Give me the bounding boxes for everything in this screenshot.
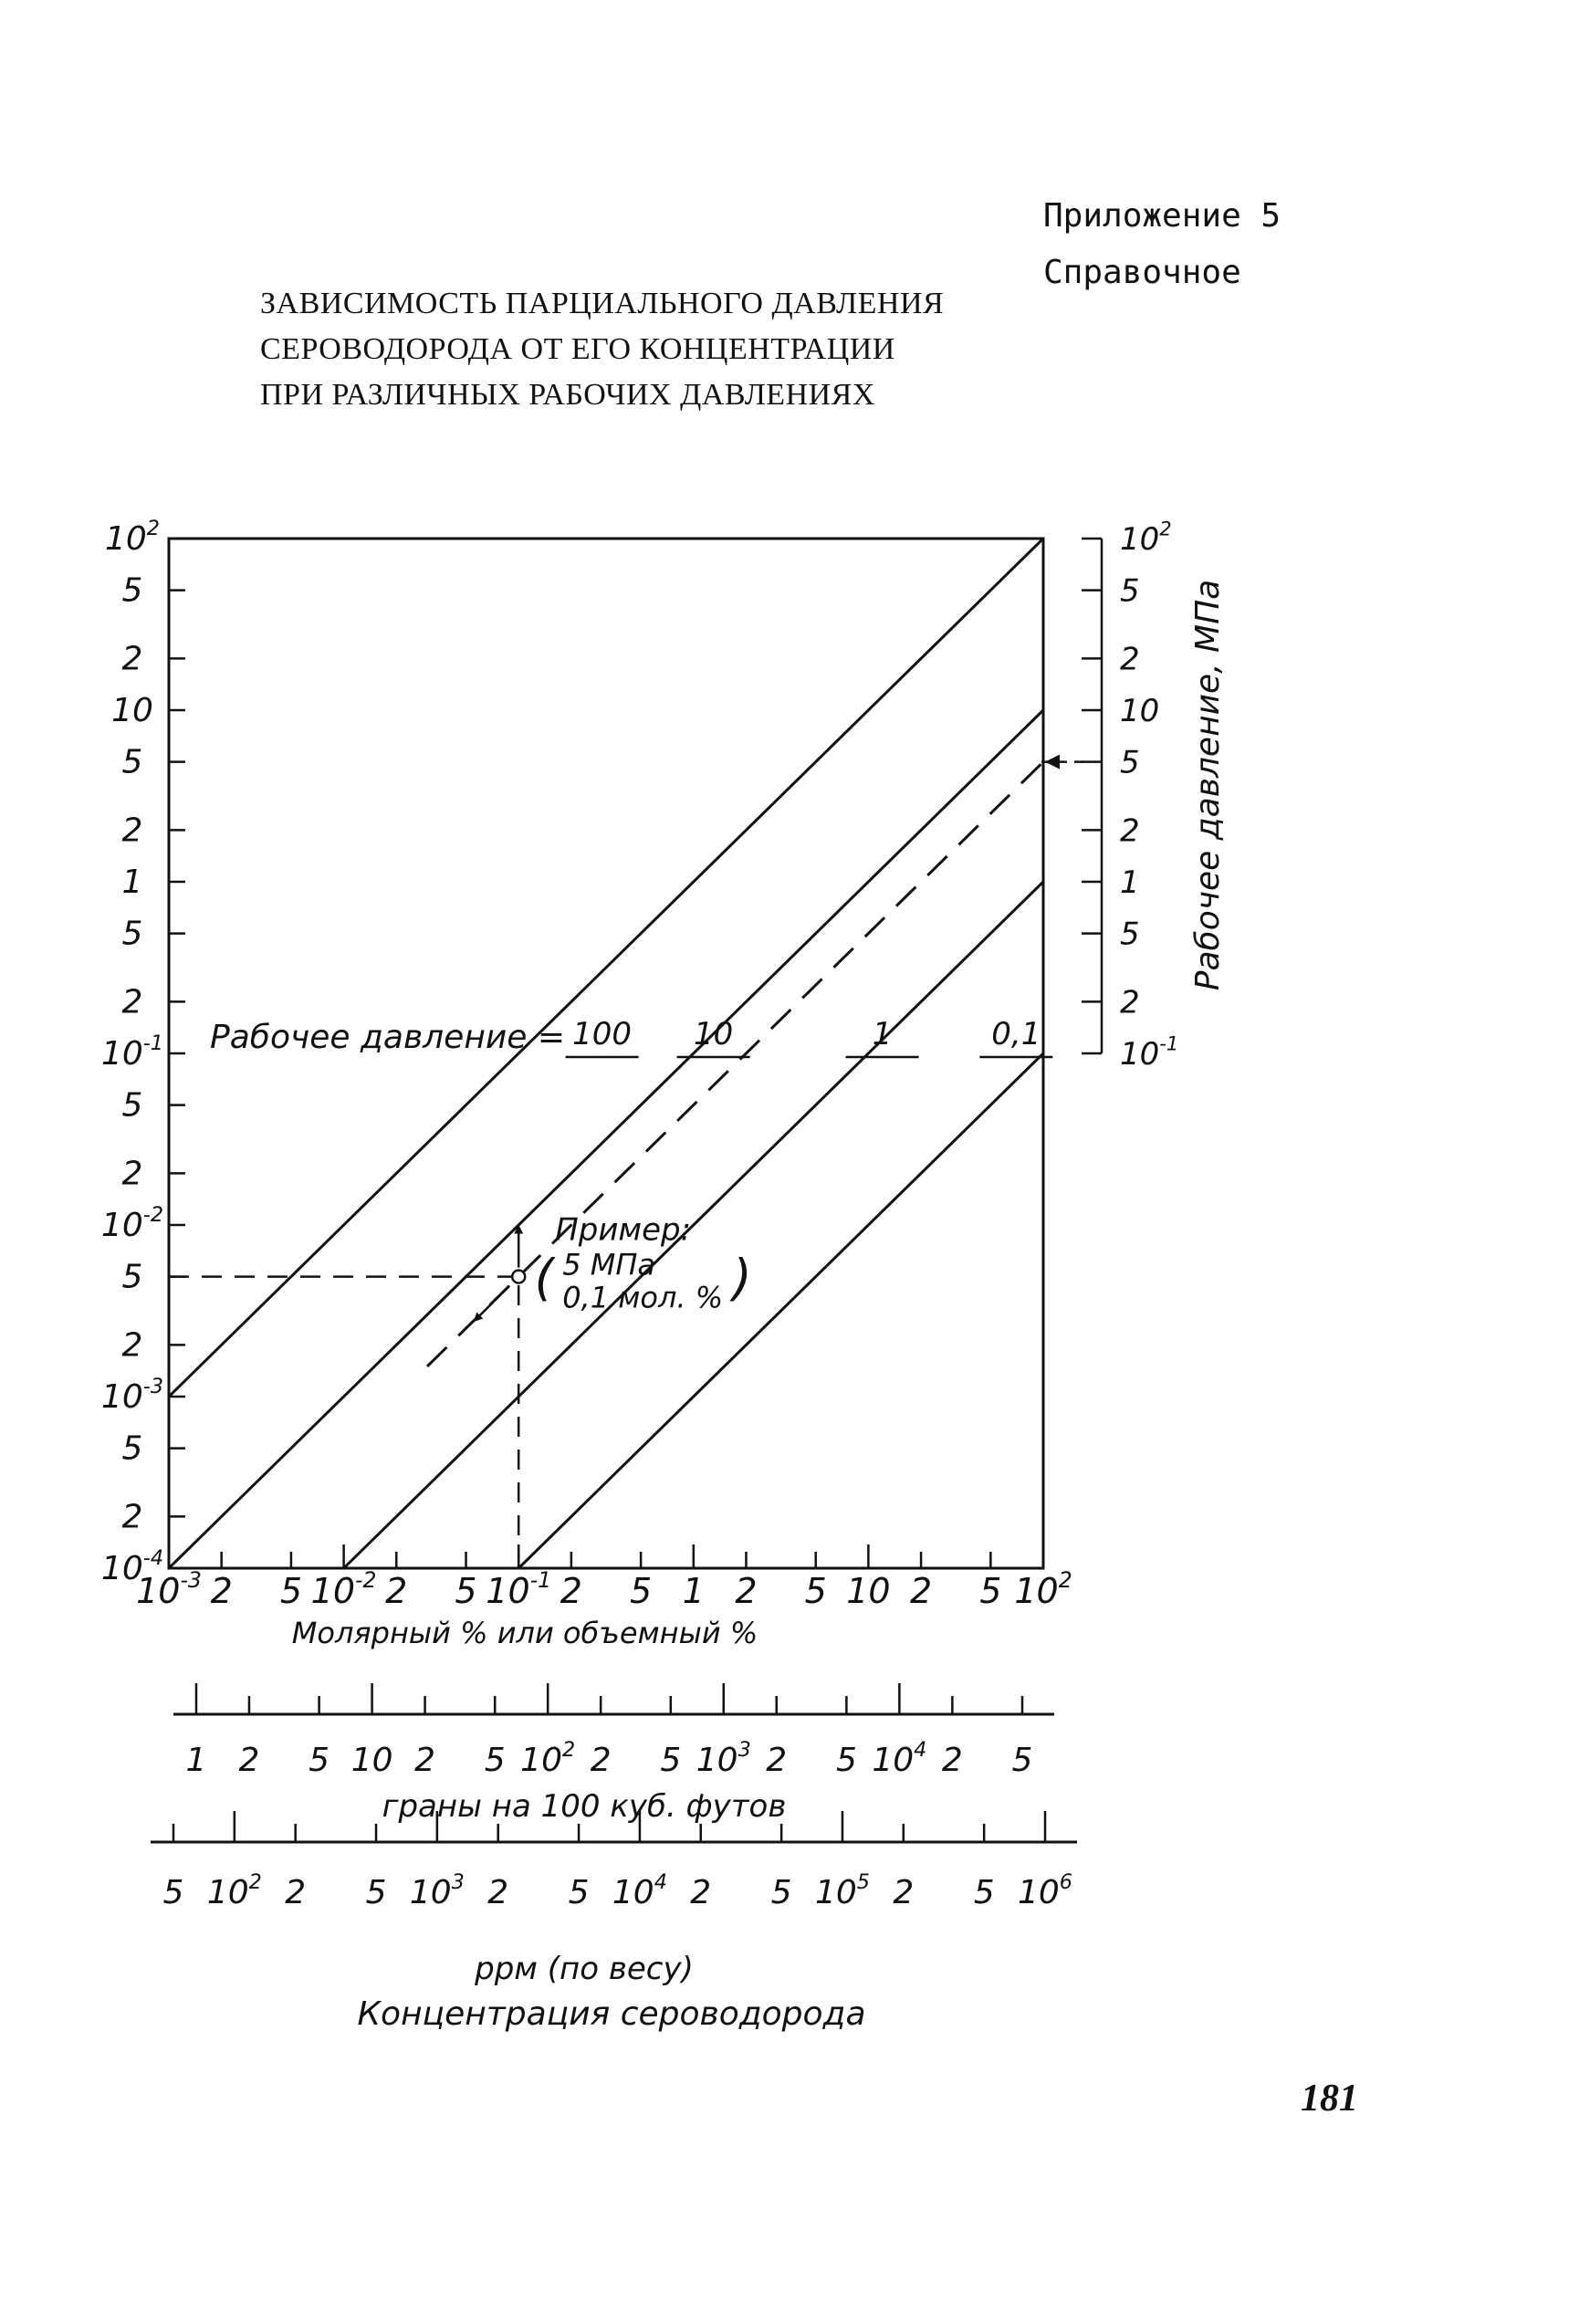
x-tick-label: 5 xyxy=(630,1571,653,1611)
right-axis-tick-label: 5 xyxy=(1120,916,1140,953)
example-right-arrowhead xyxy=(1045,755,1060,769)
x-tick-label: 5 xyxy=(979,1571,1002,1611)
secondary-axis-tick-label: 10 xyxy=(350,1742,393,1779)
secondary-axis-tick-label: $10^3$ xyxy=(696,1737,751,1779)
title-line-2: СЕРОВОДОРОДА ОТ ЕГО КОНЦЕНТРАЦИИ xyxy=(260,332,895,366)
secondary-axis-label: граны на 100 куб. футов xyxy=(382,1788,787,1825)
x-tick-label: 5 xyxy=(804,1571,827,1611)
secondary-axis-tick-label: $10^5$ xyxy=(814,1869,870,1911)
example-diag-arrow xyxy=(475,1286,509,1321)
pressure-value-label: 10 xyxy=(693,1016,734,1052)
secondary-axis-tick-label: 2 xyxy=(690,1874,712,1911)
reference-label: Справочное xyxy=(1043,254,1241,291)
secondary-axis-tick-label: 2 xyxy=(941,1742,963,1779)
secondary-axis-tick-label: 2 xyxy=(238,1742,260,1779)
y-tick-label: $10^{-1}$ xyxy=(100,1031,164,1073)
pressure-value-label: 1 xyxy=(872,1016,893,1052)
y-tick-label: 10 xyxy=(111,692,153,729)
x-tick-label: 2 xyxy=(210,1571,233,1611)
right-axis-tick-label: 2 xyxy=(1120,812,1140,850)
right-axis-tick-label: 2 xyxy=(1120,641,1140,678)
y-tick-label: 2 xyxy=(121,1155,143,1193)
example-title: Пример: xyxy=(555,1211,692,1249)
secondary-axis-tick-label: $10^2$ xyxy=(520,1737,576,1779)
secondary-axis-tick-label: 2 xyxy=(893,1874,915,1911)
right-axis-tick-label: 2 xyxy=(1120,984,1140,1021)
appendix-label: Приложение 5 xyxy=(1043,197,1281,235)
example-paren-left: ( xyxy=(534,1249,554,1307)
y-tick-label: 5 xyxy=(121,743,143,781)
secondary-axis-label: ррм (по весу) xyxy=(475,1951,694,1987)
y-tick-label: 5 xyxy=(121,1429,143,1468)
secondary-axis-tick-label: 5 xyxy=(660,1742,682,1779)
series-line-10 xyxy=(169,710,1043,1568)
x-tick-label: 2 xyxy=(909,1571,933,1611)
secondary-axis-tick-label: 1 xyxy=(185,1742,207,1779)
y-tick-label: 1 xyxy=(121,864,143,901)
right-axis-tick-label: $10^2$ xyxy=(1120,517,1172,558)
secondary-axis-tick-label: 5 xyxy=(1011,1742,1033,1779)
secondary-axis-tick-label: $10^4$ xyxy=(872,1737,927,1779)
y-tick-label: 5 xyxy=(121,1086,143,1125)
y-tick-label: 2 xyxy=(121,640,143,678)
secondary-axis-tick-label: 5 xyxy=(973,1874,995,1911)
pressure-value-label: 0,1 xyxy=(991,1016,1041,1052)
x-tick-label: $10^{-3}$ xyxy=(136,1566,202,1611)
secondary-axis-tick-label: $10^4$ xyxy=(612,1869,667,1911)
secondary-axis-tick-label: 5 xyxy=(835,1742,857,1779)
concentration-label: Концентрация сероводорода xyxy=(357,1995,866,2033)
secondary-axis-tick-label: 5 xyxy=(365,1874,387,1911)
series-line-1 xyxy=(344,882,1043,1568)
right-axis-tick-label: 5 xyxy=(1120,744,1140,781)
secondary-axis-tick-label: $10^6$ xyxy=(1017,1869,1073,1911)
secondary-axis-tick-label: $10^3$ xyxy=(409,1869,465,1911)
x-tick-label: 5 xyxy=(455,1571,477,1611)
secondary-axis-tick-label: 5 xyxy=(770,1874,792,1911)
x-tick-label: 2 xyxy=(385,1571,408,1611)
example-point xyxy=(512,1271,525,1283)
y-tick-label: 2 xyxy=(121,1498,143,1536)
x-tick-label: 2 xyxy=(560,1571,582,1611)
secondary-axis-tick-label: 5 xyxy=(568,1874,590,1911)
x-tick-label: 5 xyxy=(279,1571,303,1611)
right-axis-label: Рабочее давление, МПа xyxy=(1189,579,1227,991)
y-tick-label: $10^{-2}$ xyxy=(100,1202,164,1244)
y-tick-label: 5 xyxy=(121,1258,143,1296)
secondary-axis-tick-label: 2 xyxy=(487,1874,509,1911)
y-tick-label: $10^{-4}$ xyxy=(100,1545,164,1587)
example-line-1: 5 МПа xyxy=(562,1247,656,1282)
pressure-row-label: Рабочее давление = xyxy=(210,1019,566,1056)
y-tick-label: $10^{-3}$ xyxy=(100,1374,164,1416)
secondary-axis-tick-label: $10^2$ xyxy=(206,1869,262,1911)
x-tick-label: $10^2$ xyxy=(1014,1566,1072,1611)
example-paren-right: ) xyxy=(732,1249,752,1307)
x-tick-label: $10^{-1}$ xyxy=(486,1566,552,1611)
pressure-value-label: 100 xyxy=(572,1016,633,1052)
right-axis-tick-label: 10 xyxy=(1120,693,1160,729)
secondary-axis-tick-label: 2 xyxy=(590,1742,612,1779)
secondary-axis-tick-label: 5 xyxy=(484,1742,506,1779)
title-line-3: ПРИ РАЗЛИЧНЫХ РАБОЧИХ ДАВЛЕНИЯХ xyxy=(260,378,875,412)
x-tick-label: 1 xyxy=(682,1571,705,1611)
y-tick-label: 2 xyxy=(121,1326,143,1365)
x-tick-label: 2 xyxy=(735,1571,758,1611)
secondary-axis-tick-label: 2 xyxy=(285,1874,307,1911)
secondary-axis-tick-label: 2 xyxy=(766,1742,788,1779)
secondary-axis-tick-label: 5 xyxy=(162,1874,184,1911)
secondary-axis-tick-label: 2 xyxy=(414,1742,436,1779)
right-axis-tick-label: 5 xyxy=(1120,572,1140,610)
x-tick-label: 10 xyxy=(846,1571,891,1611)
right-axis-tick-label: $10^{-1}$ xyxy=(1120,1031,1179,1073)
y-tick-label: 2 xyxy=(121,811,143,850)
example-line-2: 0,1 мол. % xyxy=(562,1280,724,1315)
title-line-1: ЗАВИСИМОСТЬ ПАРЦИАЛЬНОГО ДАВЛЕНИЯ xyxy=(260,287,945,320)
x-axis-label: Молярный % или объемный % xyxy=(291,1616,758,1650)
y-tick-label: $10^2$ xyxy=(104,516,161,558)
right-axis-tick-label: 1 xyxy=(1120,864,1140,901)
y-tick-label: 5 xyxy=(121,915,143,953)
y-tick-label: 2 xyxy=(121,983,143,1021)
y-tick-label: 5 xyxy=(121,571,143,610)
page-number: 181 xyxy=(1301,2078,1358,2120)
secondary-axis-tick-label: 5 xyxy=(309,1742,330,1779)
x-tick-label: $10^{-2}$ xyxy=(310,1566,377,1611)
